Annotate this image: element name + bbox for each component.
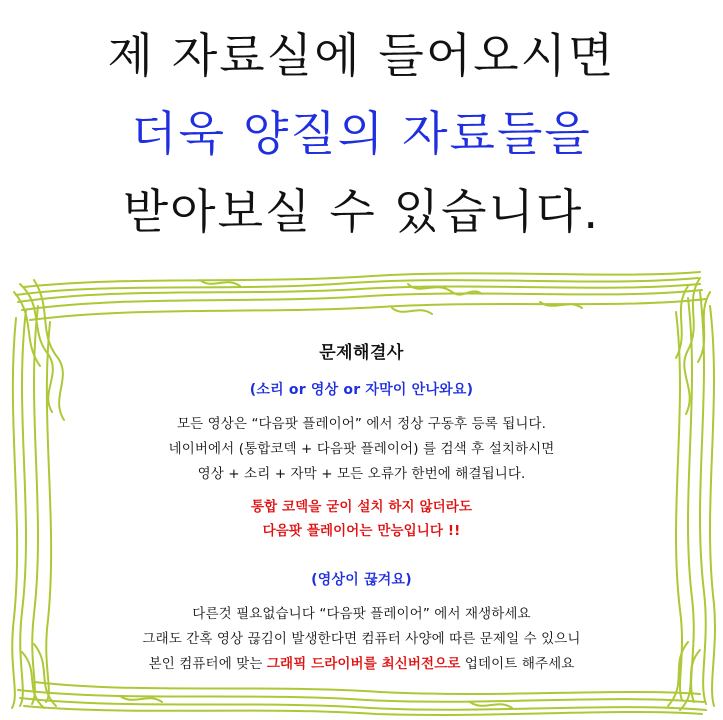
content-title: 문제해결사	[319, 343, 404, 363]
framed-panel	[0, 262, 723, 720]
section2-line-3	[60, 652, 663, 677]
section1-line-1: 모든 영상은 “다음팟 플레이어” 에서 정상 구동후 등록 됩니다.	[176, 416, 547, 432]
spacer	[60, 487, 663, 495]
headline-line-3: 받아보실 수 있습니다.	[122, 185, 601, 240]
content-body	[60, 338, 663, 677]
section2-subtitle-suffix: )	[405, 572, 412, 588]
section2-line-2: 그래도 간혹 영상 끊김이 발생한다면 컴퓨터 사양에 따른 문제일 수 있으니	[142, 631, 581, 647]
section2-line-1: 다른것 필요없습니다 “다음팟 플레이어” 에서 재생하세요	[192, 606, 531, 622]
headline-line-2: 더욱 양질의 자료들을	[131, 107, 592, 162]
headline-block	[0, 0, 723, 272]
section1-line-2: 네이버에서 (통합코덱 + 다음팟 플레이어) 를 검색 후 설치하시면	[168, 441, 555, 457]
section1-subtitle: (소리 or 영상 or 자막이 안나와요)	[249, 382, 474, 398]
headline-line-1: 제 자료실에 들어오시면	[107, 29, 616, 84]
section2-subtitle	[60, 569, 663, 589]
section1-warning-1: 통합 코덱을 굳이 설치 하지 않더라도	[250, 499, 473, 515]
section1-warning-2: 다음팟 플레이어는 만능입니다 !!	[262, 523, 461, 539]
section2-last-prefix: 본인 컴퓨터에 맞는	[148, 656, 267, 672]
section1-line-3: 영상 + 소리 + 자막 + 모든 오류가 한번에 해결됩니다.	[197, 466, 526, 482]
section2-last-highlight: 그래픽 드라이버를 최신버전으로	[266, 656, 461, 672]
section2-subtitle-highlight: 끊겨요	[364, 572, 406, 588]
section2-subtitle-prefix: (영상이	[311, 572, 365, 588]
section2-last-suffix: 업데이트 해주세요	[460, 656, 575, 672]
spacer	[60, 543, 663, 569]
